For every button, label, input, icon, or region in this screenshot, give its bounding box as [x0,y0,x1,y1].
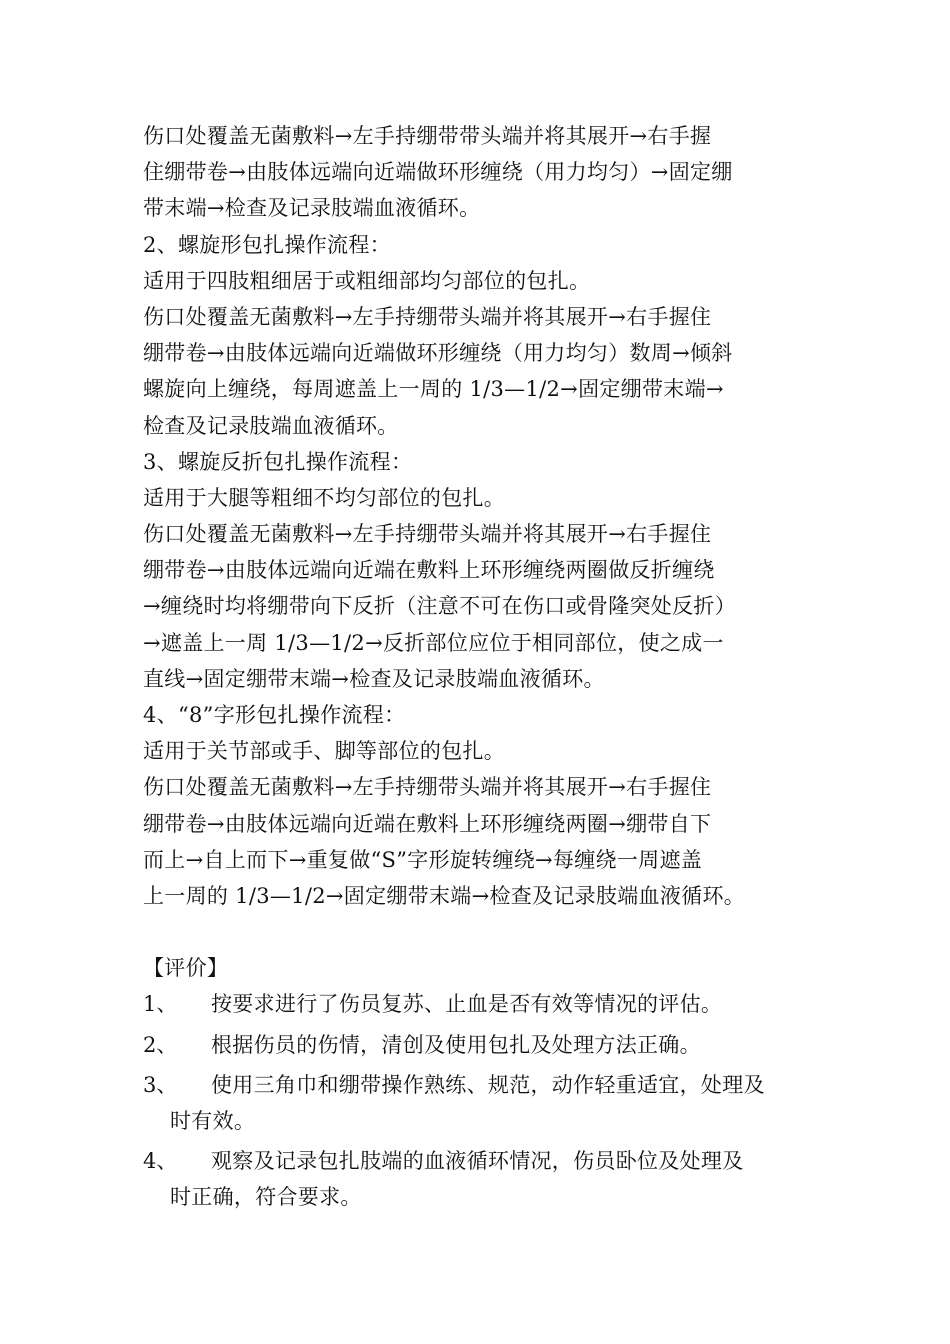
text-line: 直线→固定绷带末端→检查及记录肢端血液循环。 [143,666,605,691]
text-line: 绷带卷→由肢体远端向近端在敷料上环形缠绕两圈做反折缠绕 [143,558,715,583]
evaluation-item-1 [143,986,823,1022]
paragraph-spiral-reverse [143,516,823,697]
list-number: 1、 [143,992,178,1017]
text-line: 伤口处覆盖无菌敷料→左手持绷带头端并将其展开→右手握住 [143,522,712,547]
evaluation-text-continued: 时有效。 [170,1108,256,1133]
text-line: →遮盖上一周 1/3—1/2→反折部位应位于相同部位，使之成一 [143,630,724,655]
paragraph-ring-bandage [143,118,823,227]
list-number: 3、 [143,1072,178,1097]
paragraph-spiral [143,299,823,444]
list-number: 2、 [143,1032,178,1057]
applicability-spiral: 适用于四肢粗细居于或粗细部均匀部位的包扎。 [143,268,591,293]
text-line: 住绷带卷→由肢体远端向近端做环形缠绕（用力均匀）→固定绷 [143,160,733,185]
evaluation-text: 观察及记录包扎肢端的血液循环情况，伤员卧位及处理及 [211,1149,744,1174]
text-line: 螺旋向上缠绕，每周遮盖上一周的 1/3—1/2→固定绷带末端→ [143,377,724,402]
text-line: →缠绕时均将绷带向下反折（注意不可在伤口或骨隆突处反折） [143,594,736,619]
evaluation-item-2 [143,1027,823,1063]
evaluation-item-3 [143,1067,823,1139]
section-heading-spiral-reverse: 3、螺旋反折包扎操作流程： [143,449,413,474]
evaluation-text: 使用三角巾和绷带操作熟练、规范，动作轻重适宜，处理及 [211,1072,765,1097]
evaluation-text: 根据伤员的伤情，清创及使用包扎及处理方法正确。 [211,1032,701,1057]
applicability-figure-eight: 适用于关节部或手、脚等部位的包扎。 [143,739,506,764]
paragraph-figure-eight [143,769,823,914]
evaluation-text: 按要求进行了伤员复苏、止血是否有效等情况的评估。 [211,992,723,1017]
text-line: 伤口处覆盖无菌敷料→左手持绷带头端并将其展开→右手握住 [143,304,712,329]
text-line: 带末端→检查及记录肢端血液循环。 [143,196,481,221]
text-line: 绷带卷→由肢体远端向近端在敷料上环形缠绕两圈→绷带自下 [143,811,712,836]
section-heading-spiral: 2、螺旋形包扎操作流程： [143,232,391,257]
text-line: 伤口处覆盖无菌敷料→左手持绷带头端并将其展开→右手握住 [143,775,712,800]
section-heading-figure-eight: 4、“8”字形包扎操作流程： [143,703,406,727]
blank-line [143,914,823,950]
evaluation-item-4 [143,1143,823,1215]
text-line: 检查及记录肢端血液循环。 [143,413,399,438]
evaluation-text-continued: 时正确，符合要求。 [170,1185,362,1210]
text-line: 伤口处覆盖无菌敷料→左手持绷带带头端并将其展开→右手握 [143,124,712,148]
text-line: 而上→自上而下→重复做“S”字形旋转缠绕→每缠绕一周遮盖 [143,847,703,872]
list-number: 4、 [143,1149,178,1174]
evaluation-title: 【评价】 [143,956,229,981]
applicability-spiral-reverse: 适用于大腿等粗细不均匀部位的包扎。 [143,485,506,510]
text-line: 上一周的 1/3—1/2→固定绷带末端→检查及记录肢端血液循环。 [143,883,746,908]
text-line: 绷带卷→由肢体远端向近端做环形缠绕（用力均匀）数周→倾斜 [143,341,733,366]
document-body [143,118,823,1215]
